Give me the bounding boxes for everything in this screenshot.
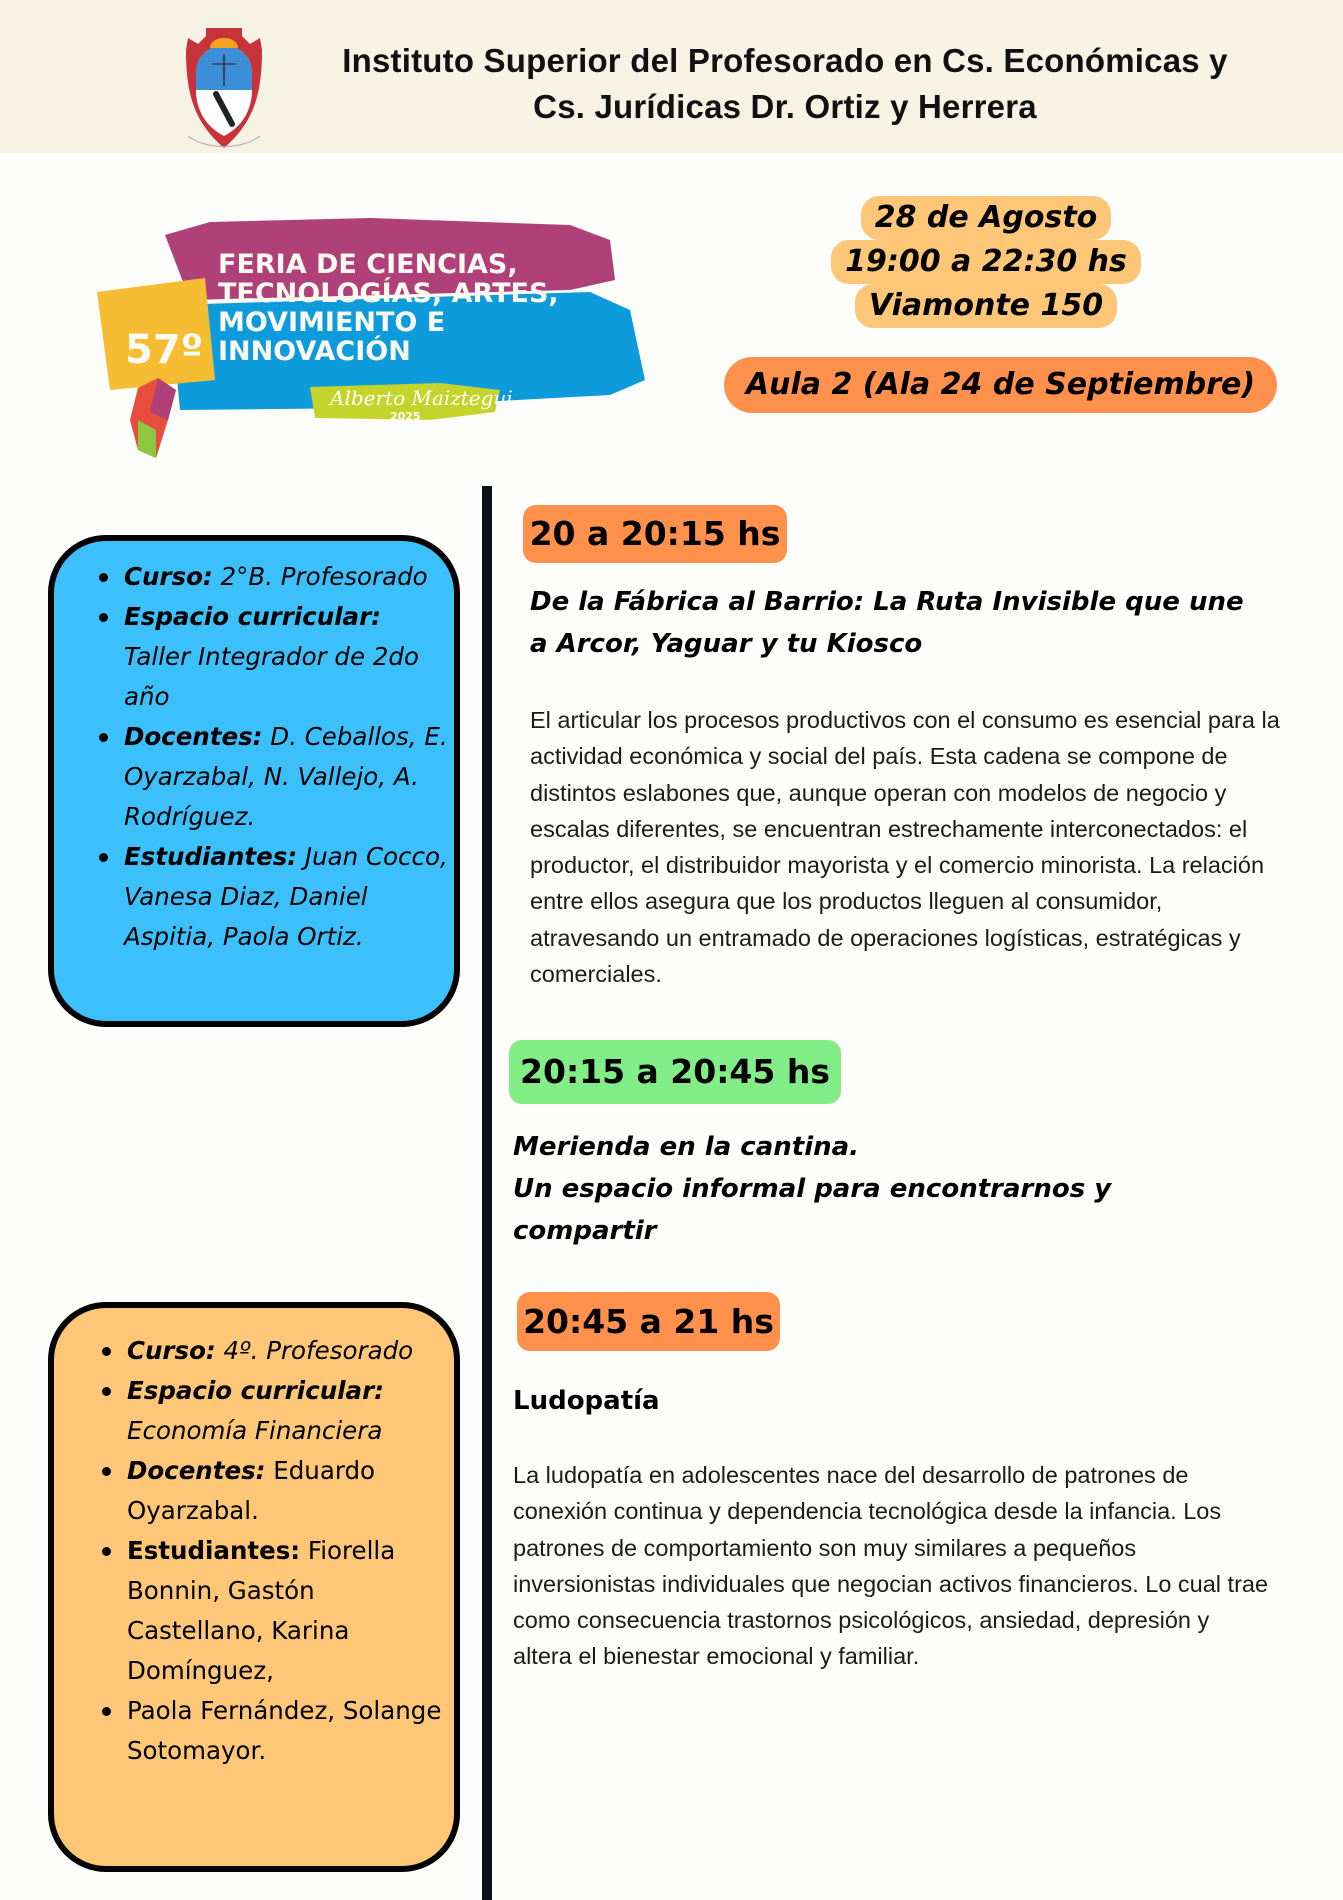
event-info (826, 196, 1146, 328)
talk-description-3: La ludopatía en adolescentes nace del desarrollo de patrones de conexión continua y dependencia tecnológica desde la infancia. Los patrones de comportamiento son muy similares a pequeños inversionistas individuales que negocian activos financieros. Lo cual trae como consecuencia trastornos psicológicos, ansiedad, depresión y altera el bienestar emocional y familiar. (513, 1462, 1269, 1670)
time-badge-2: 20:15 a 20:45 hs (509, 1040, 841, 1104)
institution-name-line-2: Cs. Jurídicas Dr. Ortiz y Herrera (533, 88, 1037, 125)
logo-line-2: TECNOLOGÍAS, ARTES, (218, 278, 559, 309)
card-item-students: Estudiantes: Fiorella Bonnin, Gastón Castellano, Karina Domínguez, (127, 1531, 457, 1691)
timeline-divider (482, 486, 492, 1900)
talk-title-3: Ludopatía (513, 1386, 660, 1416)
break-title-line-2: Un espacio informal para encontrarnos y compartir (513, 1174, 1112, 1246)
card-item-subject: Espacio curricular: Economía Financiera (127, 1371, 457, 1451)
talk-description-1: El articular los procesos productivos con el consumo es esencial para la actividad económica y social del país. Esta cadena se compone de distintos eslabones que, aunque operan con modelos de negocio y escalas diferentes, se encuentran estrechamente interconectados: el productor, el distribuidor mayorista y el comercio minorista. La relación entre ellos asegura que los productos lleguen al consumidor, atravesando un entramado de operaciones logísticas, estratégicas y comerciales. (530, 707, 1280, 988)
logo-line-1: FERIA DE CIENCIAS, (218, 249, 518, 280)
institution-crest-icon (176, 24, 272, 156)
card-item-subject: Espacio curricular: Taller Integrador de 2do año (124, 597, 454, 717)
event-date: 28 de Agosto (861, 196, 1112, 240)
break-title (513, 1126, 1213, 1252)
event-address: Viamonte 150 (855, 284, 1117, 328)
logo-line-3: MOVIMIENTO E (218, 307, 446, 338)
card-item-students: Estudiantes: Juan Cocco, Vanesa Diaz, Daniel Aspitia, Paola Ortiz. (124, 837, 454, 957)
course-card-2b (48, 535, 460, 1027)
break-title-line-1: Merienda en la cantina. (513, 1132, 860, 1162)
logo-line-4: INNOVACIÓN (218, 336, 411, 367)
card-item-students-cont: Paola Fernández, Solange Sotomayor. (127, 1691, 457, 1771)
course-card-4 (48, 1302, 460, 1872)
institution-name-line-1: Instituto Superior del Profesorado en Cs. Económicas y (342, 42, 1228, 79)
card-item-course: Curso: 2°B. Profesorado (124, 557, 454, 597)
logo-signature: Alberto Maiztegui (330, 386, 513, 410)
card-item-teachers: Docentes: D. Ceballos, E. Oyarzabal, N. Vallejo, A. Rodríguez. (124, 717, 454, 837)
event-time: 19:00 a 22:30 hs (831, 240, 1141, 284)
event-room: Aula 2 (Ala 24 de Septiembre) (724, 357, 1277, 413)
card-item-teachers: Docentes: Eduardo Oyarzabal. (127, 1451, 457, 1531)
time-badge-1: 20 a 20:15 hs (523, 505, 787, 563)
talk-title-1: De la Fábrica al Barrio: La Ruta Invisible que une a Arcor, Yaguar y tu Kiosco (530, 587, 1244, 659)
time-badge-3: 20:45 a 21 hs (517, 1292, 780, 1351)
logo-year: 2025 (390, 410, 421, 423)
science-fair-logo (70, 180, 670, 470)
logo-edition: 57º (125, 327, 204, 373)
card-item-course: Curso: 4º. Profesorado (127, 1331, 457, 1371)
